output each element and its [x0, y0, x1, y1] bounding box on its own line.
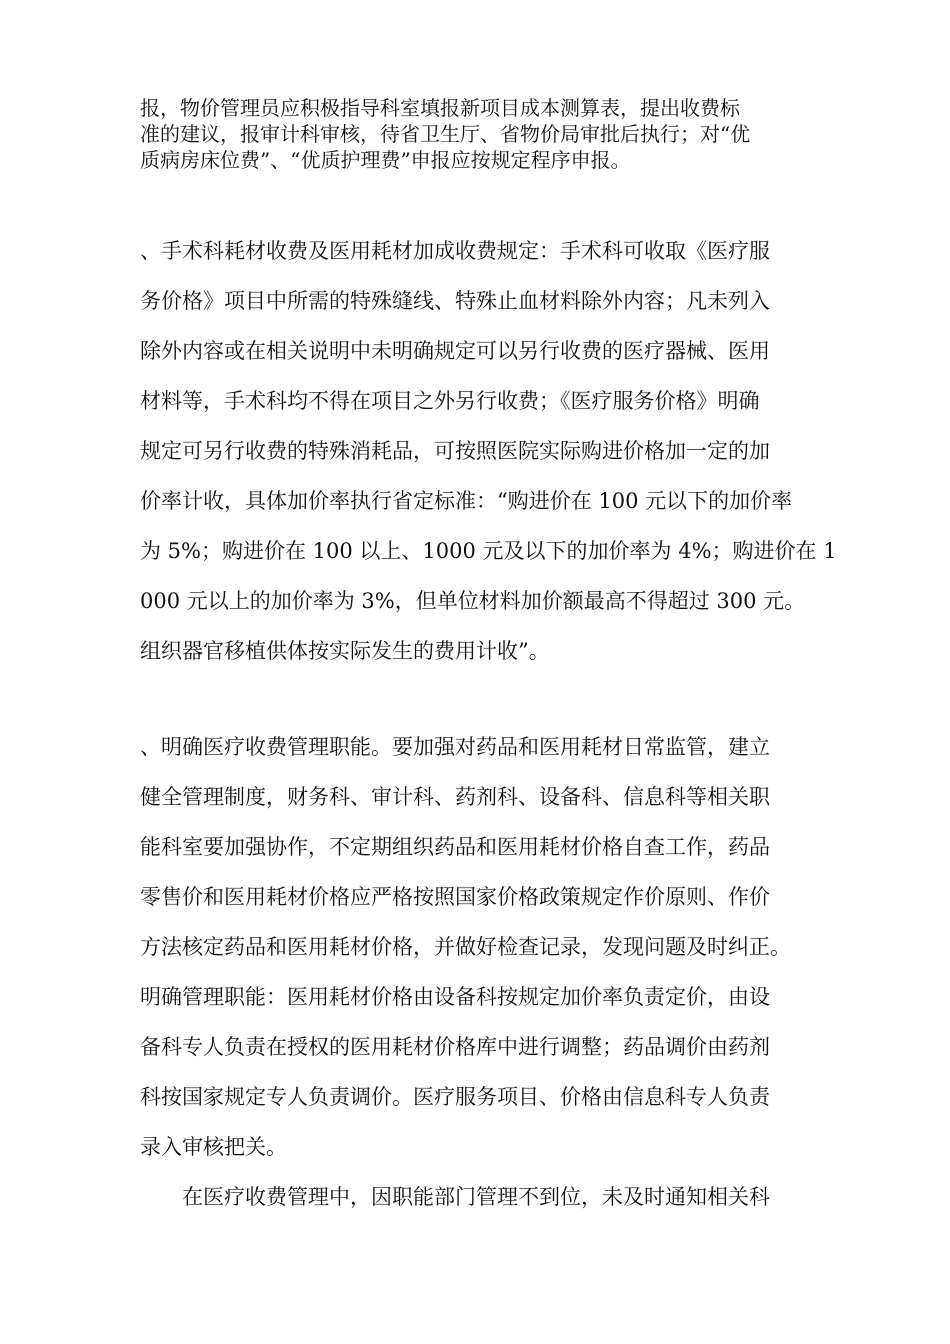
text-line: 方法核定药品和医用耗材价格，并做好检查记录，发现问题及时纠正。 — [140, 935, 791, 959]
text-line: 为 5%；购进价在 100 以上、1000 元及以下的加价率为 4%；购进价在 1 — [140, 539, 837, 563]
text-line: 价率计收，具体加价率执行省定标准：“购进价在 100 元以下的加价率 — [140, 489, 793, 513]
text-line: 务价格》项目中所需的特殊缝线、特殊止血材料除外内容；凡未列入 — [140, 289, 770, 313]
text-line: 零售价和医用耗材价格应严格按照国家价格政策规定作价原则、作价 — [140, 885, 770, 909]
text-line: 备科专人负责在授权的医用耗材价格库中进行调整；药品调价由药剂 — [140, 1035, 770, 1059]
text-line: 报，物价管理员应积极指导科室填报新项目成本测算表，提出收费标 — [140, 96, 740, 120]
text-line: 材料等，手术科均不得在项目之外另行收费；《医疗服务价格》明确 — [140, 389, 760, 413]
text-line: 组织器官移植供体按实际发生的费用计收”。 — [140, 639, 550, 663]
text-line: 明确管理职能：医用耗材价格由设备科按规定加价率负责定价，由设 — [140, 985, 770, 1009]
text-line: 能科室要加强协作，不定期组织药品和医用耗材价格自查工作，药品 — [140, 835, 770, 859]
text-line: 规定可另行收费的特殊消耗品，可按照医院实际购进价格加一定的加 — [140, 439, 770, 463]
text-line: 录入审核把关。 — [140, 1135, 287, 1159]
text-line: 000 元以上的加价率为 3%，但单位材料加价额最高不得超过 300 元。 — [140, 589, 806, 613]
text-line: 在医疗收费管理中，因职能部门管理不到位，未及时通知相关科 — [140, 1185, 770, 1209]
text-line: 准的建议，报审计科审核，待省卫生厅、省物价局审批后执行；对“优 — [140, 122, 751, 146]
text-line: 质病房床位费”、“优质护理费”申报应按规定程序申报。 — [140, 148, 631, 172]
text-line: 、手术科耗材收费及医用耗材加成收费规定：手术科可收取《医疗服 — [140, 239, 770, 263]
text-line: 科按国家规定专人负责调价。医疗服务项目、价格由信息科专人负责 — [140, 1085, 770, 1109]
text-line: 、明确医疗收费管理职能。要加强对药品和医用耗材日常监管，建立 — [140, 735, 770, 759]
text-line: 除外内容或在相关说明中未明确规定可以另行收费的医疗器械、医用 — [140, 339, 770, 363]
text-line: 健全管理制度，财务科、审计科、药剂科、设备科、信息科等相关职 — [140, 785, 770, 809]
